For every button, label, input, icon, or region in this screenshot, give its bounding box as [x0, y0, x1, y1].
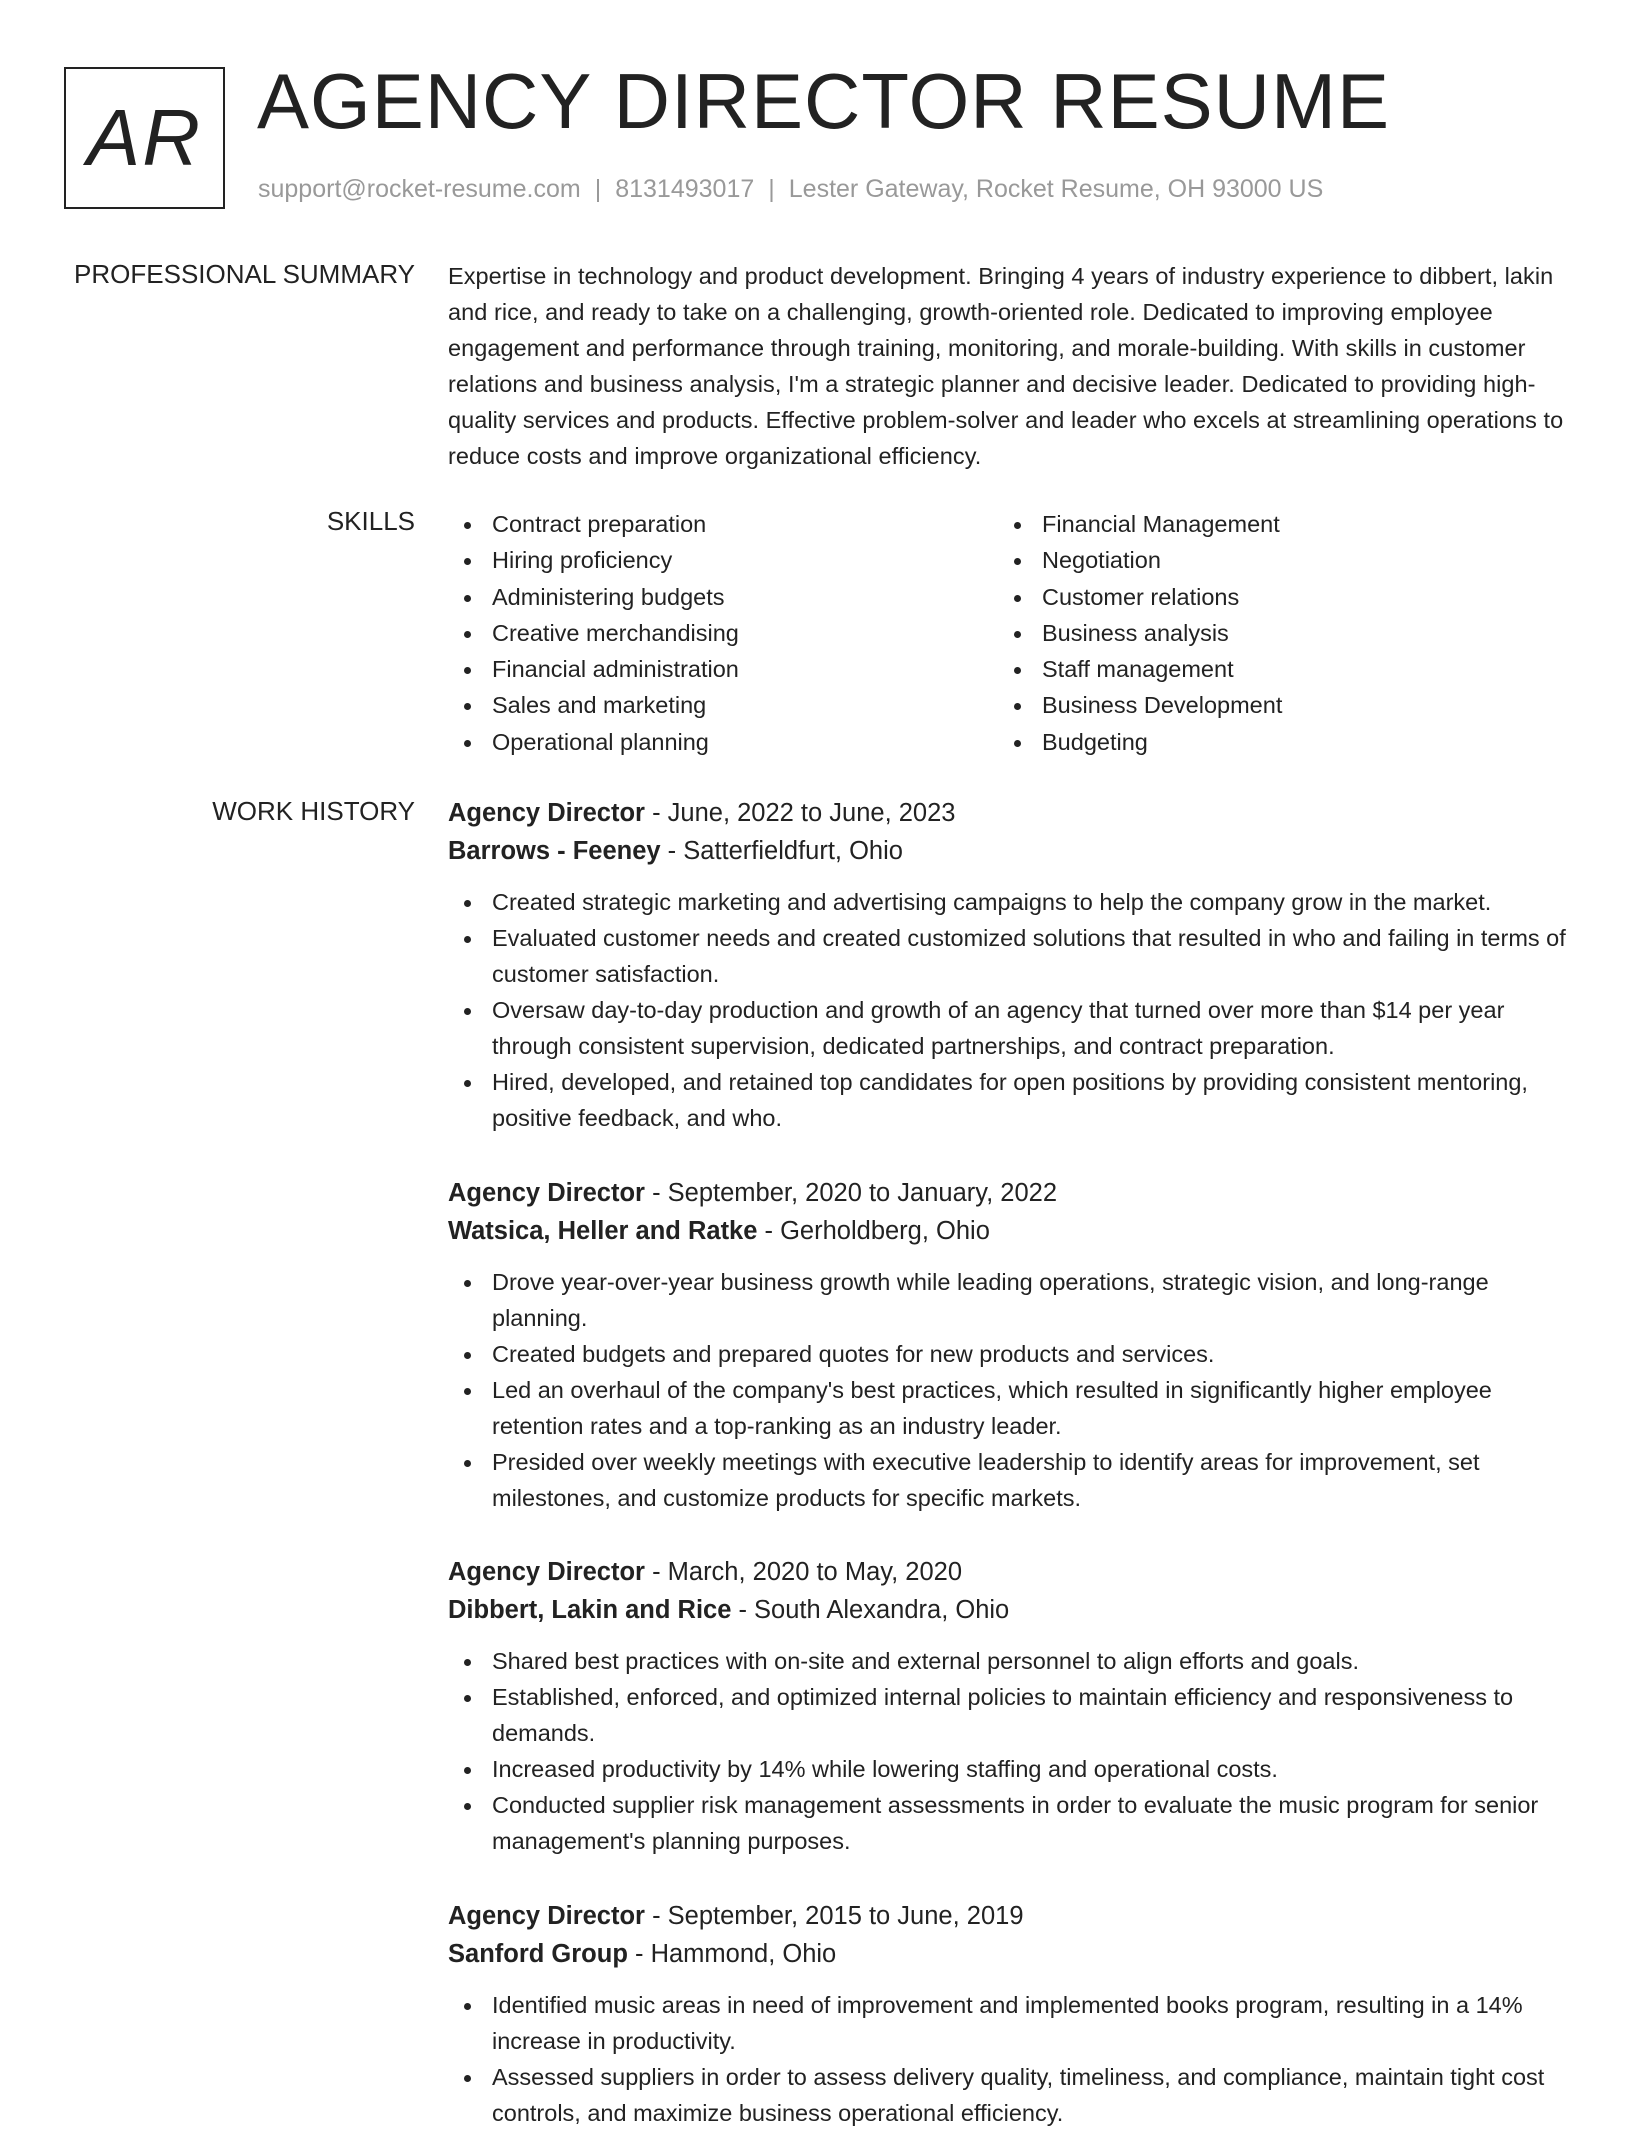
- skill-item: Business Development: [998, 687, 1282, 723]
- skill-item: Business analysis: [998, 615, 1282, 651]
- job-company: Barrows - Feeney: [448, 837, 661, 865]
- skill-item: Sales and marketing: [448, 687, 739, 723]
- contact-separator: |: [594, 175, 602, 203]
- job-title-line: [448, 1174, 1568, 1212]
- skill-item: Administering budgets: [448, 579, 739, 615]
- monogram-logo: [64, 67, 225, 209]
- skill-item: Financial administration: [448, 651, 739, 687]
- job-dates: - June, 2022 to June, 2023: [644, 799, 956, 827]
- skill-item: Negotiation: [998, 542, 1282, 578]
- job-title: Agency Director: [448, 1179, 645, 1207]
- job-dates: - September, 2020 to January, 2022: [644, 1179, 1058, 1207]
- job-bullet: Evaluated customer needs and created customized solutions that resulted in who and failing in terms of customer satisfaction.: [448, 920, 1568, 992]
- job-bullets: [448, 884, 1568, 1136]
- job-title-line: [448, 1553, 1568, 1591]
- job-bullet: Oversaw day-to-day production and growth of an agency that turned over more than $14 per year through consistent supervision, dedicated partnerships, and contract preparation.: [448, 992, 1568, 1064]
- job-entry: [448, 1553, 1568, 1859]
- job-title: Agency Director: [448, 1558, 645, 1586]
- skill-item: Operational planning: [448, 724, 739, 760]
- job-company-line: [448, 1591, 1568, 1629]
- skills-list: [448, 506, 1568, 766]
- skill-item: Budgeting: [998, 724, 1282, 760]
- job-title-line: [448, 1897, 1568, 1935]
- skill-item: Hiring proficiency: [448, 542, 739, 578]
- skill-item: Staff management: [998, 651, 1282, 687]
- job-dates: - September, 2015 to June, 2019: [644, 1902, 1024, 1930]
- job-bullet: Established, enforced, and optimized internal policies to maintain efficiency and responsiveness to demands.: [448, 1679, 1568, 1751]
- skill-item: Financial Management: [998, 506, 1282, 542]
- skills-column-left: [448, 506, 739, 760]
- job-location: - Gerholdberg, Ohio: [757, 1217, 990, 1245]
- contact-phone[interactable]: 8131493017: [615, 175, 755, 203]
- job-bullet: Assessed suppliers in order to assess delivery quality, timeliness, and compliance, maintain tight cost controls, and maximize business operational efficiency.: [448, 2059, 1568, 2131]
- resume-title: AGENCY DIRECTOR RESUME: [257, 57, 1390, 145]
- job-bullet: Created strategic marketing and advertising campaigns to help the company grow in the market.: [448, 884, 1568, 920]
- job-company-line: [448, 832, 1568, 870]
- job-location: - Hammond, Ohio: [627, 1940, 837, 1968]
- skills-heading: SKILLS: [326, 506, 415, 536]
- contact-line: [258, 175, 1323, 204]
- contact-separator: |: [768, 175, 775, 203]
- job-title: Agency Director: [448, 799, 645, 827]
- job-bullet: Identified music areas in need of improvement and implemented books program, resulting in a 14% increase in productivity.: [448, 1987, 1568, 2059]
- job-bullet: Drove year-over-year business growth while leading operations, strategic vision, and long-range planning.: [448, 1264, 1568, 1336]
- job-bullet: Conducted supplier risk management assessments in order to evaluate the music program for senior management's planning purposes.: [448, 1787, 1568, 1859]
- skill-item: Creative merchandising: [448, 615, 739, 651]
- job-entry: [448, 1174, 1568, 1516]
- skills-column-right: [998, 506, 1282, 760]
- contact-address: Lester Gateway, Rocket Resume, OH 93000 US: [788, 175, 1324, 203]
- job-company: Dibbert, Lakin and Rice: [448, 1596, 732, 1624]
- job-location: - South Alexandra, Ohio: [731, 1596, 1010, 1624]
- job-dates: - March, 2020 to May, 2020: [644, 1558, 963, 1586]
- job-bullets: [448, 1987, 1568, 2131]
- job-company-line: [448, 1935, 1568, 1973]
- job-bullets: [448, 1643, 1568, 1859]
- job-bullets: [448, 1264, 1568, 1516]
- job-bullet: Increased productivity by 14% while lowering staffing and operational costs.: [448, 1751, 1568, 1787]
- summary-heading: PROFESSIONAL SUMMARY: [74, 259, 415, 289]
- job-title-line: [448, 794, 1568, 832]
- job-title: Agency Director: [448, 1902, 645, 1930]
- contact-email[interactable]: support@rocket-resume.com: [258, 175, 581, 203]
- monogram-initials: AR: [86, 93, 203, 182]
- job-bullet: Shared best practices with on-site and external personnel to align efforts and goals.: [448, 1643, 1568, 1679]
- summary-text: Expertise in technology and product development. Bringing 4 years of industry experience to dibbert, lakin and rice, and ready to take on a challenging, growth-oriented role. Dedicated to improving employee engagement and performance through training, monitoring, and morale-building. With skills in customer relations and business analysis, I'm a strategic planner and decisive leader. Dedicated to providing high-quality services and products. Effective problem-solver and leader who excels at streamlining operations to reduce costs and improve organizational efficiency.: [448, 263, 1564, 469]
- job-company: Watsica, Heller and Ratke: [448, 1217, 758, 1245]
- job-bullet: Led an overhaul of the company's best practices, which resulted in significantly higher employee retention rates and a top-ranking as an industry leader.: [448, 1372, 1568, 1444]
- skill-item: Customer relations: [998, 579, 1282, 615]
- job-bullet: Created budgets and prepared quotes for new products and services.: [448, 1336, 1568, 1372]
- job-entry: [448, 1897, 1568, 2131]
- job-bullet: Presided over weekly meetings with executive leadership to identify areas for improvement, set milestones, and customize products for specific markets.: [448, 1444, 1568, 1516]
- work-history-heading: WORK HISTORY: [212, 796, 415, 826]
- job-entry: [448, 794, 1568, 1136]
- job-location: - Satterfieldfurt, Ohio: [660, 837, 903, 865]
- skill-item: Contract preparation: [448, 506, 739, 542]
- job-company: Sanford Group: [448, 1940, 628, 1968]
- job-company-line: [448, 1212, 1568, 1250]
- job-bullet: Hired, developed, and retained top candidates for open positions by providing consistent mentoring, positive feedback, and who.: [448, 1064, 1568, 1136]
